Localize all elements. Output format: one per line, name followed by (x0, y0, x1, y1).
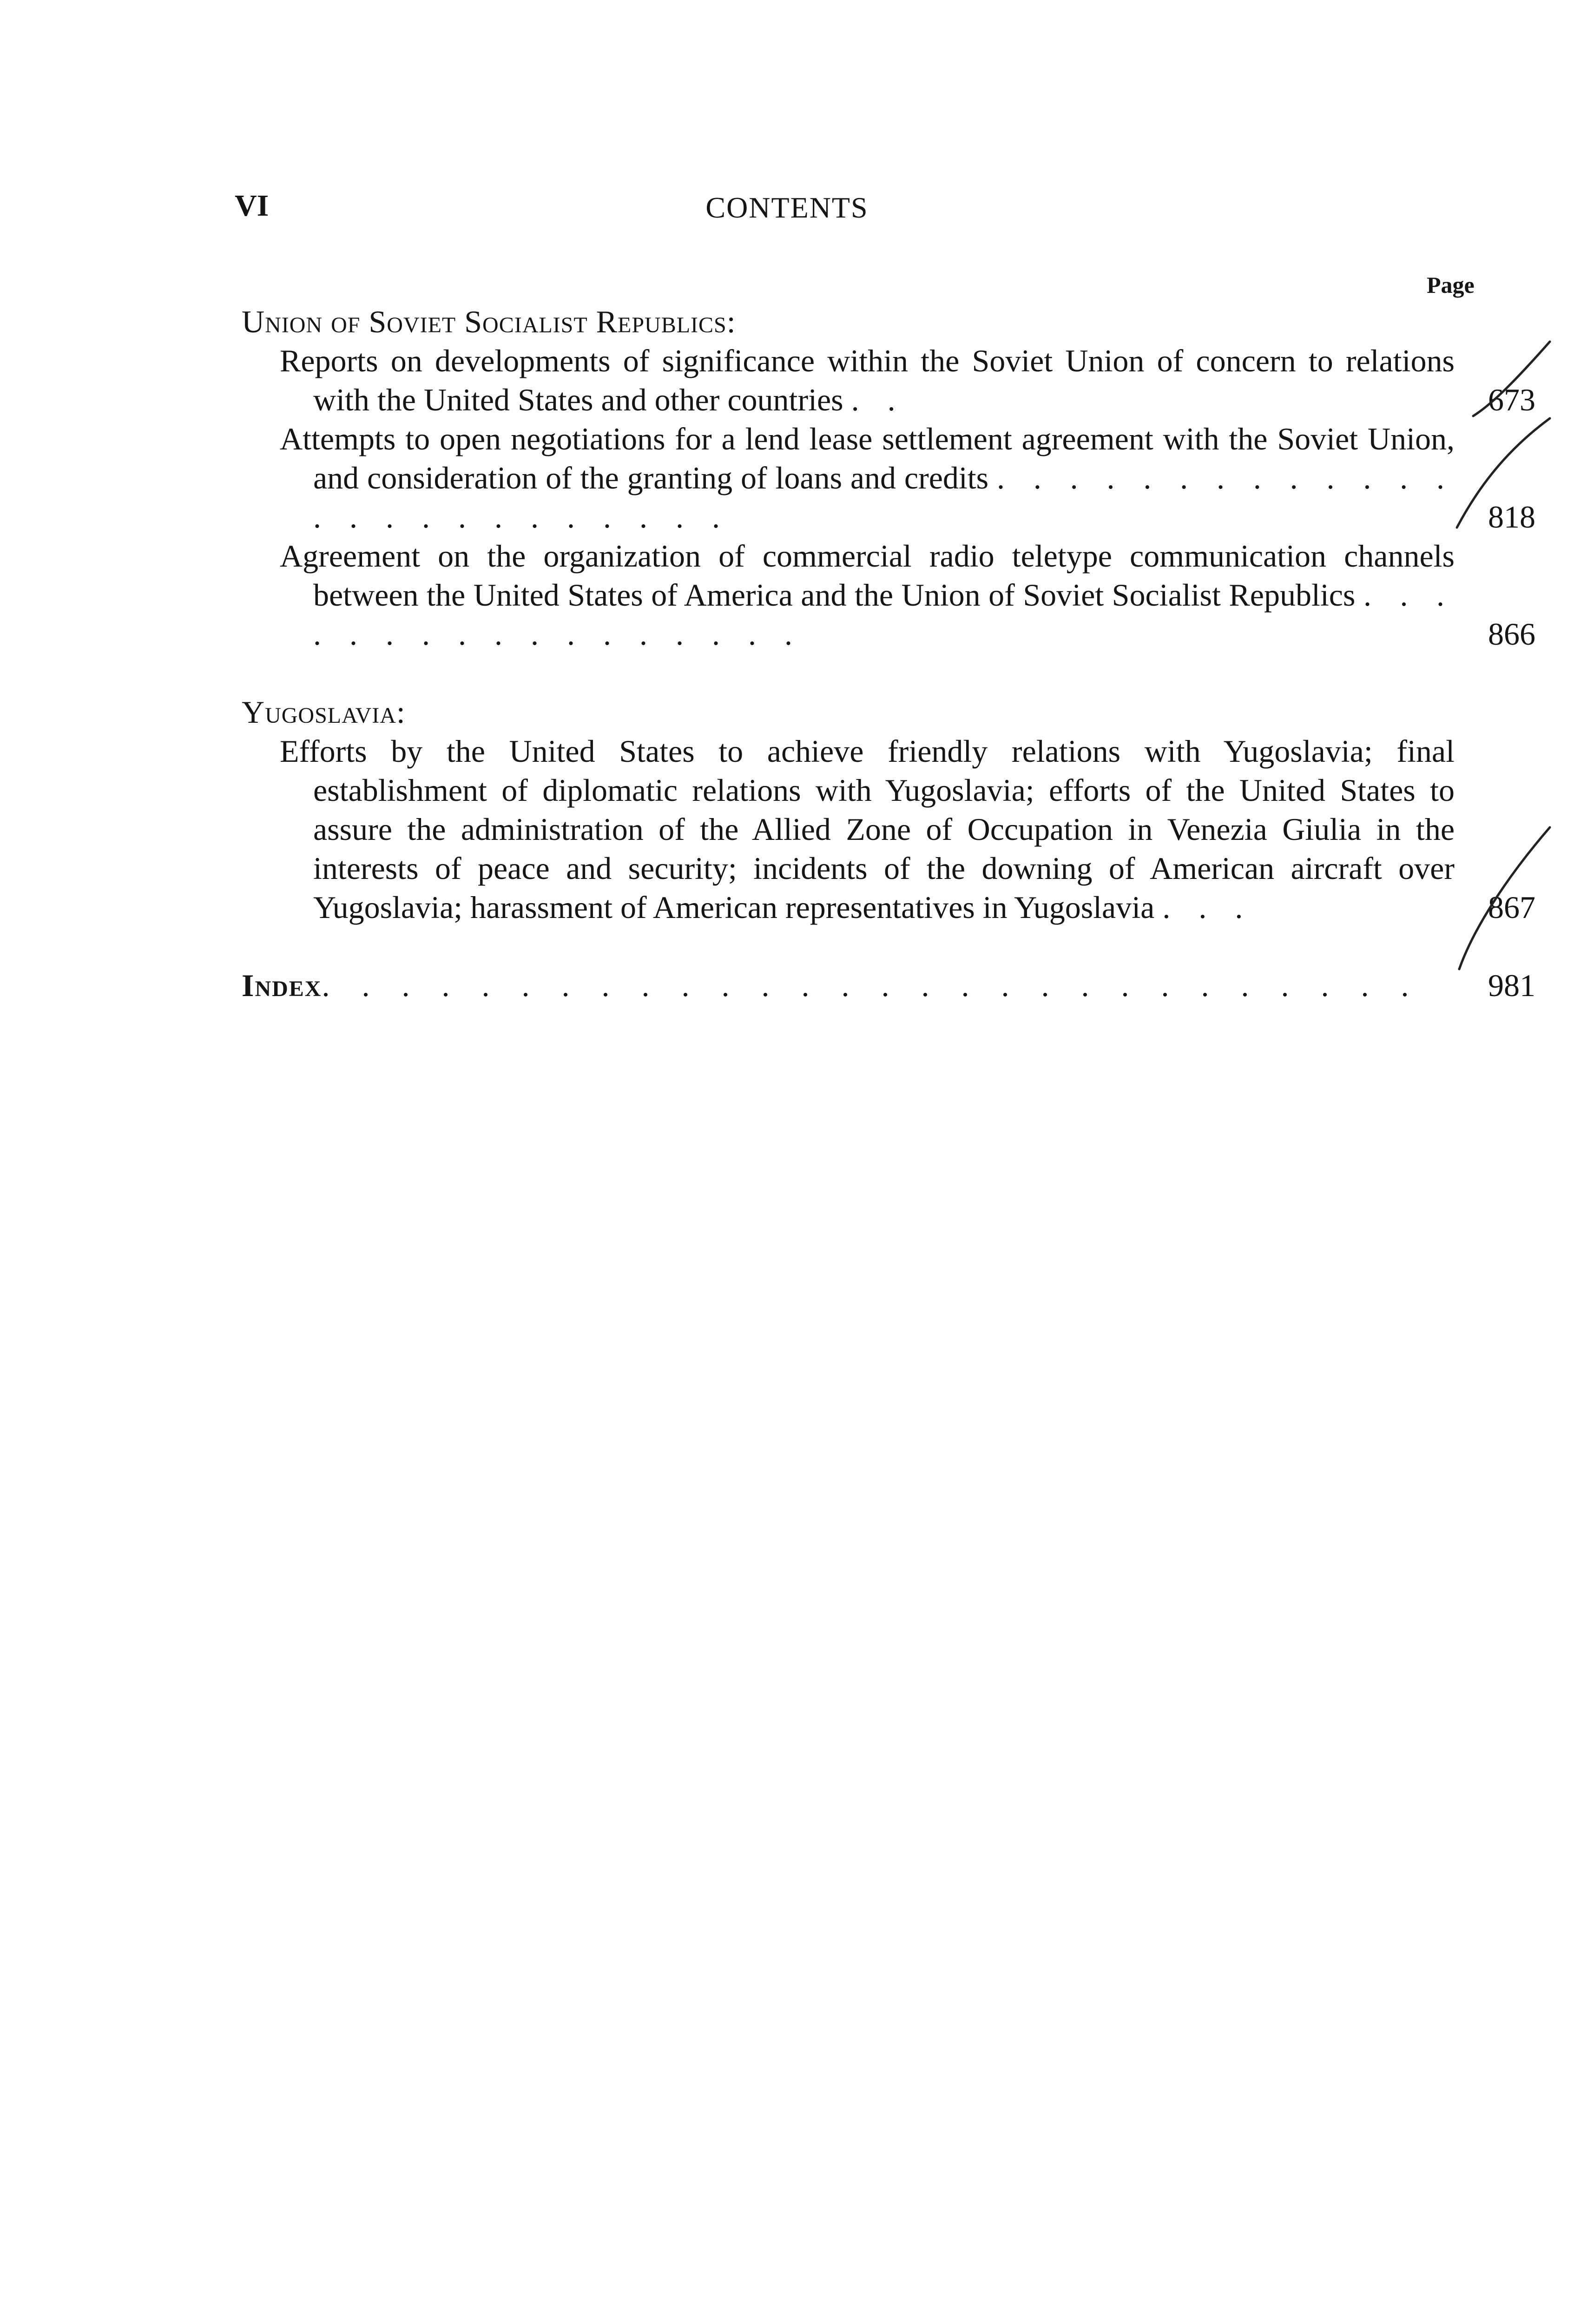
entry-page: 673 (1488, 382, 1535, 417)
toc-entry (280, 419, 1535, 536)
entry-page: 866 (1488, 616, 1535, 652)
page-column-label: Page (1427, 272, 1475, 298)
entry-title: Reports on developments of significance within the Soviet Union of concern to relations with the United States and other countries (280, 343, 1455, 417)
page-number: VI (235, 189, 269, 223)
entry-title: Agreement on the organization of commercial radio teletype communication channels between the United States of America and the Union of Soviet Socialist Republics (280, 538, 1455, 613)
toc-section-yugoslavia (242, 693, 1534, 927)
toc-entry (280, 732, 1535, 927)
section-heading: Union of Soviet Socialist Republics: (242, 304, 736, 339)
dot-leader: . . . (1162, 890, 1253, 925)
entry-page: 867 (1488, 890, 1535, 925)
running-head: CONTENTS (705, 191, 869, 224)
dot-leader: . . . . . . . . . . . . . . . . . . . . . . . . . . . . (322, 968, 1421, 1003)
index-label: Index (242, 968, 322, 1003)
toc-entry (280, 341, 1535, 419)
dot-leader: . . . . . . . . . . . . . . . . . (313, 577, 1455, 652)
toc-entry (280, 536, 1535, 654)
entry-page: 818 (1488, 499, 1535, 535)
table-of-contents (242, 302, 1534, 1005)
toc-section-ussr (242, 302, 1534, 654)
entry-title: Efforts by the United States to achieve friendly relations with Yugoslavia; final establishment of diplomatic relations with Yugoslavia; efforts of the United States to assure the administration of the Allied Zone of Occupation in Venezia Giulia in the interests of peace and security; incidents of the downing of American aircraft over Yugoslavia; harassment of American representatives in Yugoslavia (280, 733, 1455, 925)
entry-title: Attempts to open negotiations for a lend lease settlement agreement with the Soviet Union, and consideration of the granting of loans and credits (280, 421, 1455, 495)
dot-leader: . . (851, 382, 906, 417)
toc-index-entry (242, 966, 1534, 1005)
index-page: 981 (1488, 968, 1535, 1003)
section-heading: Yugoslavia: (242, 694, 406, 730)
dot-leader: . . . . . . . . . . . . . . . . . . . . . . . . . (313, 460, 1455, 535)
